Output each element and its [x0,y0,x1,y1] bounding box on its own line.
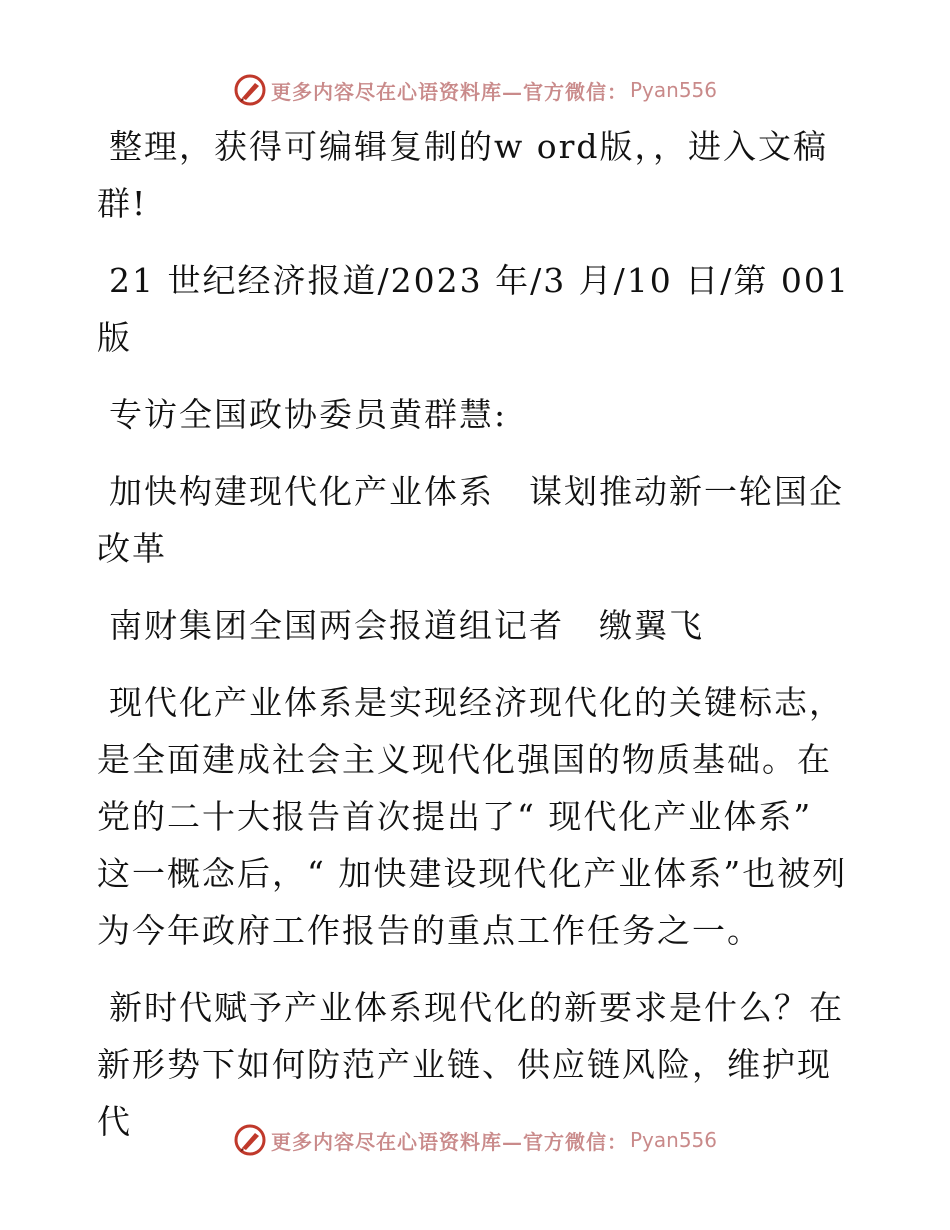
banner-wechat-id: Pyan556 [629,78,717,102]
paragraph-source: 21 世纪经济报道/2023 年/3 月/10 日/第 001 版 [97,261,850,357]
paragraph-headline: 加快构建现代化产业体系 谋划推动新一轮国企改革 [97,472,844,568]
pen-logo-icon [233,1123,267,1157]
paragraph-interview-title: 专访全国政协委员黄群慧: [109,395,508,434]
header-watermark-banner [0,70,950,110]
banner-text: 更多内容尽在心语资料库—官方微信： [270,79,628,104]
footer-watermark-banner [0,1120,950,1160]
banner-wechat-id: Pyan556 [629,1128,717,1152]
document-body [97,118,857,1170]
paragraph-intro: 整理，获得可编辑复制的w ord版，，进入文稿群! [97,127,829,223]
paragraph-byline: 南财集团全国两会报道组记者 缴翼飞 [109,606,704,645]
paragraph-body-2: 新时代赋予产业体系现代化的新要求是什么？在新形势下如何防范产业链、供应链风险，维护现代 [97,988,844,1141]
pen-logo-icon [233,73,267,107]
paragraph-body-1: 现代化产业体系是实现经济现代化的关键标志，是全面建成社会主义现代化强国的物质基础。在党的二十大报告首次提出了“ 现代化产业体系” 这一概念后，“ 加快建设现代化产业体系”也被列为今年政府工作报告的重点工作任务之一。 [97,683,848,950]
banner-text: 更多内容尽在心语资料库—官方微信： [270,1129,628,1154]
